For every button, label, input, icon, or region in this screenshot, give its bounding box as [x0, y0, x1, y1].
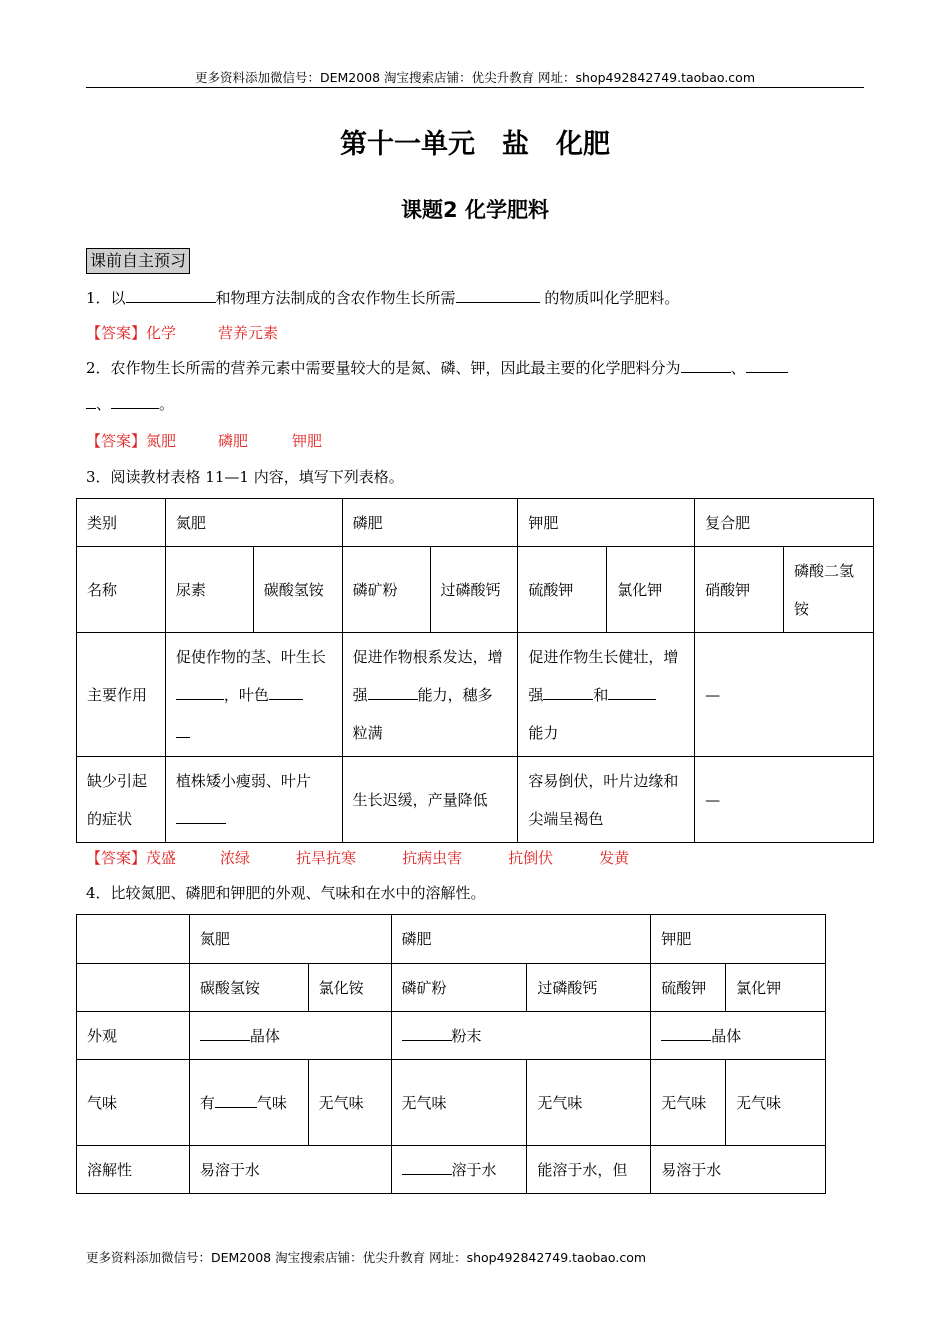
fill-blank — [608, 682, 656, 700]
table-cell: 无气味 — [527, 1060, 651, 1146]
question-2 — [86, 350, 876, 422]
fill-blank — [215, 1090, 257, 1108]
answer-tag: 【答案】 — [86, 849, 147, 867]
q2-text: 2．农作物生长所需的营养元素中需要量较大的是氮、磷、钾，因此最主要的化学肥料分为 — [86, 359, 681, 377]
cell-text: 促使作物的茎、叶生长 — [175, 647, 326, 666]
table-cell: 氮肥 — [189, 915, 391, 964]
q1-text-end: 的物质叫化学肥料。 — [539, 289, 680, 307]
fill-blank — [402, 1023, 452, 1041]
answer-tag: 【答案】 — [86, 432, 147, 450]
table-cell: 钾肥 — [518, 499, 695, 547]
q2-sep: 。 — [159, 395, 175, 413]
answer-value: 抗倒伏 — [508, 849, 554, 867]
table-cell — [391, 1146, 527, 1194]
table-cell: 过磷酸钙 — [527, 964, 651, 1012]
table-cell: 碳酸氢铵 — [253, 547, 342, 633]
table-cell: 无气味 — [391, 1060, 527, 1146]
table-cell: 名称 — [77, 547, 166, 633]
fill-blank — [661, 1023, 711, 1041]
table-cell: 氮肥 — [165, 499, 342, 547]
header-divider — [86, 87, 864, 88]
table-cell — [391, 1012, 651, 1060]
q3-answer — [86, 847, 629, 869]
table-cell: 缺少引起的症状 — [77, 757, 166, 843]
table-cell: 过磷酸钙 — [430, 547, 518, 633]
answer-value: 化学 — [146, 324, 177, 342]
answer-value: 抗旱抗寒 — [296, 849, 357, 867]
cell-text: 晶体 — [249, 1026, 280, 1045]
answer-value: 氮肥 — [146, 432, 177, 450]
cell-text: 能力，穗多粒满 — [352, 685, 493, 742]
table-cell: 硫酸钾 — [518, 547, 607, 633]
table-cell: 氯化铵 — [308, 964, 391, 1012]
table-cell — [189, 1012, 391, 1060]
table-cell — [518, 633, 695, 757]
table-cell — [189, 1060, 308, 1146]
answer-value: 发黄 — [599, 849, 630, 867]
q2-blank-2 — [746, 355, 788, 373]
q1-answer — [86, 322, 278, 344]
fill-blank — [200, 1023, 250, 1041]
cell-text: 促进作物生长健壮，增强 — [528, 647, 679, 704]
page-header: 更多资料添加微信号：DEM2008 淘宝搜索店铺：优尖升教育 网址：shop492842749.taobao.com — [194, 70, 756, 85]
question-3: 3．阅读教材表格 11—1 内容，填写下列表格。 — [86, 468, 404, 486]
cell-text: 有 — [199, 1093, 215, 1112]
fill-blank — [176, 682, 224, 700]
table-cell: 复合肥 — [695, 499, 874, 547]
table-cell: 外观 — [77, 1012, 190, 1060]
table-cell: 磷肥 — [342, 499, 518, 547]
table-cell: 氯化钾 — [726, 964, 826, 1012]
table-cell: 容易倒伏，叶片边缘和尖端呈褐色 — [518, 757, 695, 843]
unit-title: 第十一单元 盐 化肥 — [340, 129, 610, 160]
table-cell: 硝酸钾 — [695, 547, 784, 633]
table-cell: 无气味 — [651, 1060, 726, 1146]
q1-blank-2 — [456, 285, 540, 303]
fill-blank — [543, 682, 593, 700]
cell-text: 溶于水 — [451, 1160, 497, 1179]
answer-value: 抗病虫害 — [402, 849, 463, 867]
page-footer: 更多资料添加微信号：DEM2008 淘宝搜索店铺：优尖升教育 网址：shop492842749.taobao.com — [86, 1250, 647, 1265]
answer-value: 钾肥 — [292, 432, 323, 450]
table-cell: 易溶于水 — [189, 1146, 391, 1194]
q1-blank-1 — [126, 285, 216, 303]
lesson-title: 课题2 化学肥料 — [401, 198, 549, 222]
cell-text: 植株矮小瘦弱、叶片 — [175, 771, 311, 790]
table-cell: — — [695, 757, 874, 843]
q2-sep: 、 — [96, 395, 112, 413]
fill-blank — [176, 720, 190, 738]
table-cell: 钾肥 — [651, 915, 826, 964]
fill-blank — [368, 682, 418, 700]
q2-blank-3 — [111, 391, 159, 409]
answer-tag: 【答案】 — [86, 324, 147, 342]
cell-text: 粉末 — [451, 1026, 482, 1045]
cell-text: 气味 — [256, 1093, 287, 1112]
table-cell: 氯化钾 — [607, 547, 695, 633]
table-cell: 磷肥 — [391, 915, 651, 964]
table-cell: 生长迟缓，产量降低 — [342, 757, 518, 843]
q2-sep: 、 — [730, 359, 746, 377]
cell-text: 和 — [593, 685, 609, 704]
table-cell: 磷矿粉 — [342, 547, 430, 633]
q2-blank-1 — [681, 355, 731, 373]
q2-blank-2-cont — [86, 391, 96, 409]
table-cell: 尿素 — [165, 547, 253, 633]
table-cell — [77, 915, 190, 964]
q1-text-start: 1．以 — [86, 289, 126, 307]
answer-value: 营养元素 — [218, 324, 279, 342]
table-cell: 易溶于水 — [651, 1146, 826, 1194]
fertilizer-property-table — [76, 914, 826, 1194]
table-cell: — — [695, 633, 874, 757]
table-cell — [342, 633, 518, 757]
q2-answer — [86, 430, 322, 452]
cell-text: 晶体 — [711, 1026, 742, 1045]
table-cell: 无气味 — [308, 1060, 391, 1146]
q1-text-mid: 和物理方法制成的含农作物生长所需 — [215, 289, 456, 307]
table-cell — [651, 1012, 826, 1060]
table-cell: 主要作用 — [77, 633, 166, 757]
table-cell: 无气味 — [726, 1060, 826, 1146]
table-cell: 硫酸钾 — [651, 964, 726, 1012]
table-cell — [77, 964, 190, 1012]
cell-text: ，叶色 — [223, 685, 269, 704]
table-cell: 磷酸二氢铵 — [784, 547, 874, 633]
answer-value: 磷肥 — [218, 432, 249, 450]
question-4: 4．比较氮肥、磷肥和钾肥的外观、气味和在水中的溶解性。 — [86, 884, 486, 902]
cell-text: 促进作物根系发达，增强 — [352, 647, 503, 704]
table-cell: 能溶于水，但 — [527, 1146, 651, 1194]
table-cell: 类别 — [77, 499, 166, 547]
cell-text: 能力 — [528, 723, 559, 742]
fill-blank — [269, 682, 303, 700]
question-1 — [86, 280, 866, 316]
answer-value: 茂盛 — [146, 849, 177, 867]
fill-blank — [402, 1157, 452, 1175]
table-cell — [165, 633, 342, 757]
table-cell: 磷矿粉 — [391, 964, 527, 1012]
table-cell: 溶解性 — [77, 1146, 190, 1194]
fill-blank — [176, 806, 226, 824]
table-cell: 气味 — [77, 1060, 190, 1146]
table-cell: 碳酸氢铵 — [189, 964, 308, 1012]
answer-value: 浓绿 — [220, 849, 251, 867]
section-label: 课前自主预习 — [86, 248, 190, 274]
table-cell — [165, 757, 342, 843]
fertilizer-function-table — [76, 498, 874, 843]
